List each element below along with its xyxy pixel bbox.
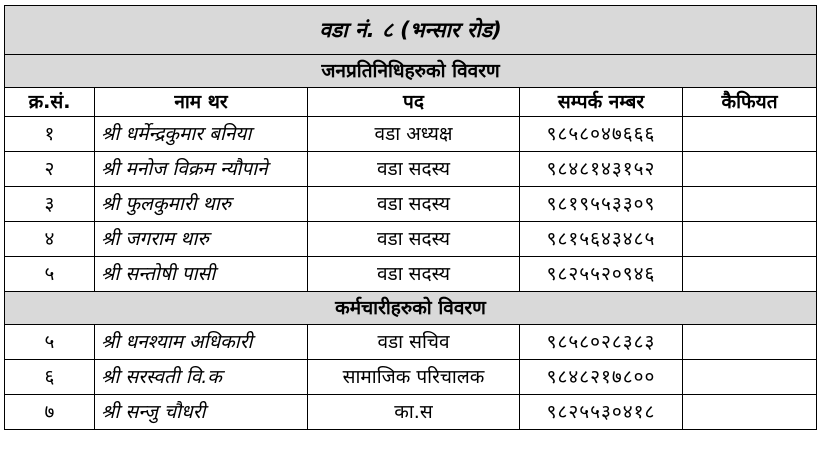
title-row bbox=[5, 6, 817, 55]
post-cell: सामाजिक परिचालक bbox=[308, 360, 520, 395]
table-row bbox=[5, 257, 817, 292]
name-cell bbox=[95, 117, 308, 152]
remarks-cell bbox=[683, 257, 817, 292]
header-row bbox=[5, 88, 817, 117]
name-text: श्री धर्मेन्द्रकुमार बनिया bbox=[101, 122, 252, 145]
phone-cell: ९८२५५३०४१८ bbox=[520, 395, 683, 430]
name-text: श्री धनश्याम अधिकारी bbox=[101, 330, 253, 353]
phone-cell: ९८४८१४३१५२ bbox=[520, 152, 683, 187]
name-cell bbox=[95, 152, 308, 187]
header-serial: क्र.सं. bbox=[5, 88, 95, 117]
remarks-cell bbox=[683, 152, 817, 187]
phone-cell: ९८५८०४७६६६ bbox=[520, 117, 683, 152]
table-row bbox=[5, 222, 817, 257]
section-row-staff bbox=[5, 292, 817, 325]
remarks-cell bbox=[683, 187, 817, 222]
table-row bbox=[5, 360, 817, 395]
name-text: श्री मनोज विक्रम न्यौपाने bbox=[101, 157, 268, 180]
serial-cell: ६ bbox=[5, 360, 95, 395]
phone-cell: ९८२५५२०९४६ bbox=[520, 257, 683, 292]
table-row bbox=[5, 325, 817, 360]
remarks-cell bbox=[683, 222, 817, 257]
table-row bbox=[5, 187, 817, 222]
serial-cell: ५ bbox=[5, 325, 95, 360]
name-cell bbox=[95, 325, 308, 360]
serial-cell: १ bbox=[5, 117, 95, 152]
header-name: नाम थर bbox=[95, 88, 308, 117]
name-cell bbox=[95, 187, 308, 222]
header-post: पद bbox=[308, 88, 520, 117]
serial-cell: ५ bbox=[5, 257, 95, 292]
phone-cell: ९८५८०२८३८३ bbox=[520, 325, 683, 360]
remarks-cell bbox=[683, 395, 817, 430]
section-title-representatives: जनप्रतिनिधिहरुको विवरण bbox=[5, 55, 817, 88]
section-title-staff: कर्मचारीहरुको विवरण bbox=[5, 292, 817, 325]
table-row bbox=[5, 117, 817, 152]
name-text: श्री सन्तोषी पासी bbox=[101, 262, 216, 285]
name-text: श्री सन्जु चौधरी bbox=[101, 400, 206, 423]
remarks-cell bbox=[683, 117, 817, 152]
name-text: श्री जगराम थारु bbox=[101, 227, 209, 250]
header-remarks: कैफियत bbox=[683, 88, 817, 117]
serial-cell: ४ bbox=[5, 222, 95, 257]
post-cell: का.स bbox=[308, 395, 520, 430]
ward-contact-table bbox=[4, 5, 817, 430]
serial-cell: ३ bbox=[5, 187, 95, 222]
phone-cell: ९८१९५५३३०९ bbox=[520, 187, 683, 222]
post-cell: वडा सदस्य bbox=[308, 257, 520, 292]
phone-cell: ९८४८२१७८०० bbox=[520, 360, 683, 395]
name-cell bbox=[95, 395, 308, 430]
name-cell bbox=[95, 360, 308, 395]
post-cell: वडा सदस्य bbox=[308, 222, 520, 257]
remarks-cell bbox=[683, 325, 817, 360]
name-text: श्री सरस्वती वि.क bbox=[101, 365, 222, 388]
header-phone: सम्पर्क नम्बर bbox=[520, 88, 683, 117]
post-cell: वडा सदस्य bbox=[308, 152, 520, 187]
name-text: श्री फुलकुमारी थारु bbox=[101, 192, 231, 215]
phone-cell: ९८१५६४३४८५ bbox=[520, 222, 683, 257]
table-row bbox=[5, 152, 817, 187]
table-title: वडा नं. ८ (भन्सार रोड) bbox=[5, 6, 817, 55]
name-cell bbox=[95, 222, 308, 257]
name-cell bbox=[95, 257, 308, 292]
table-row bbox=[5, 395, 817, 430]
section-row-representatives bbox=[5, 55, 817, 88]
post-cell: वडा सदस्य bbox=[308, 187, 520, 222]
serial-cell: २ bbox=[5, 152, 95, 187]
remarks-cell bbox=[683, 360, 817, 395]
post-cell: वडा सचिव bbox=[308, 325, 520, 360]
post-cell: वडा अध्यक्ष bbox=[308, 117, 520, 152]
serial-cell: ७ bbox=[5, 395, 95, 430]
